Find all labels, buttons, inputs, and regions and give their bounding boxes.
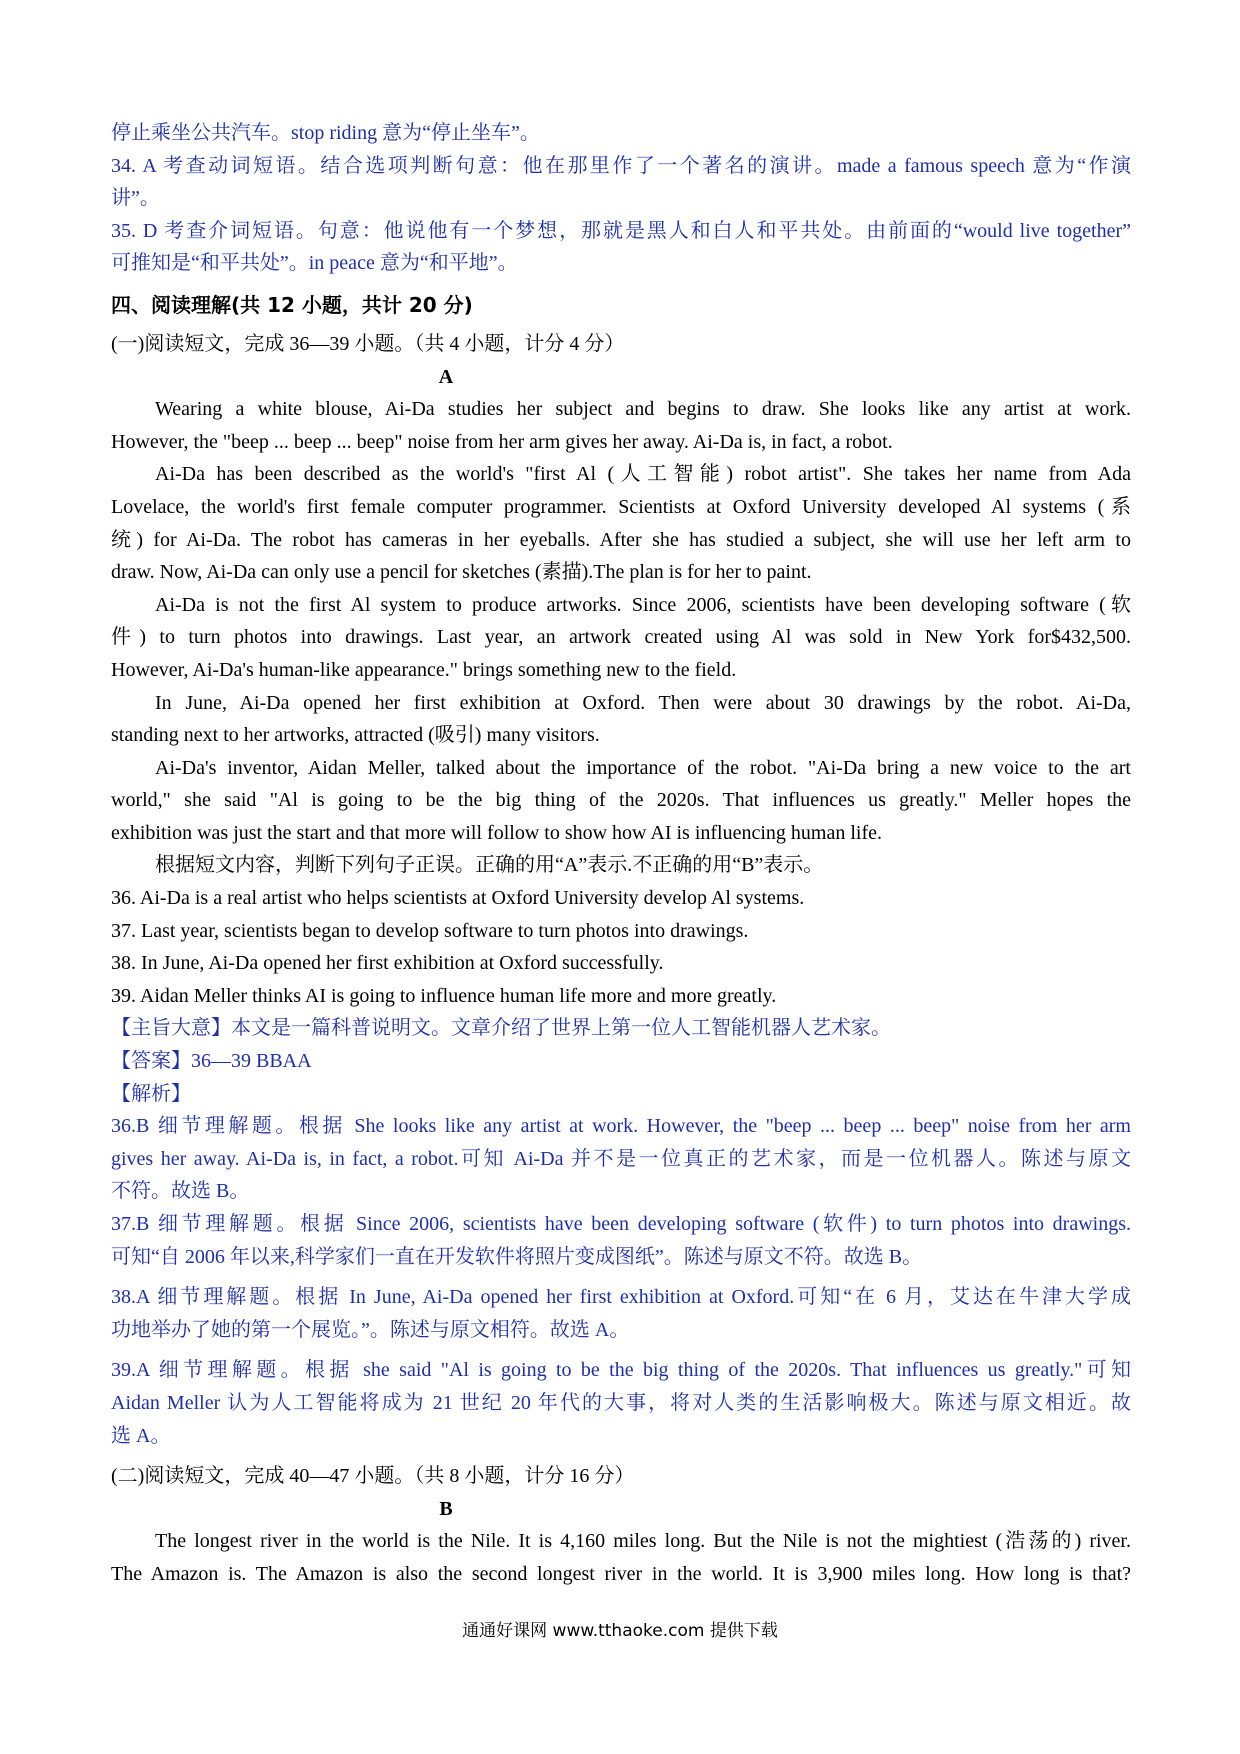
passage-b [111,1525,1131,1590]
question-list [111,882,1131,1012]
analysis-line: 不符。故选 B。 [111,1180,250,1203]
analysis-list [111,1110,1131,1452]
analysis-line: 39.A 细节理解题。根据 she said "Al is going to be the big thing of the 2020s. That influences us greatly."可知 [111,1359,1131,1382]
paragraph [111,752,1131,850]
passage-line: The longest river in the world is the Nile. It is 4,160 miles long. But the Nile is not the mightiest (浩荡的) river. [155,1530,1131,1553]
passage-line: However, Ai-Da's human-like appearance." brings something new to the field. [111,658,737,681]
analysis-38 [111,1281,1131,1346]
paragraph [111,589,1131,687]
part2-instruction: (二)阅读短文，完成 40—47 小题。（共 8 小题，计分 16 分） [111,1465,635,1488]
passage-line: Lovelace, the world's first female computer programmer. Scientists at Oxford University developed Al systems (系 [111,495,1131,518]
paragraph [111,393,1131,458]
passage-line: The Amazon is. The Amazon is also the second longest river in the world. It is 3,900 miles long. How long is that? [111,1562,1131,1585]
analysis-line: 38.A 细节理解题。根据 In June, Ai-Da opened her first exhibition at Oxford.可知“在 6 月，艾达在牛津大学成 [111,1286,1131,1309]
passage-line: However, the "beep ... beep ... beep" noise from her arm gives her away. Ai-Da is, in fact, a robot. [111,430,893,453]
document-page [111,117,1131,1591]
spacer [111,1452,1131,1460]
passage-line: 件) to turn photos into drawings. Last year, an artwork created using Al was sold in New York for$432,500. [111,626,1131,649]
passage-line: Ai-Da is not the first Al system to produce artworks. Since 2006, scientists have been developing software (软 [155,593,1131,616]
spacer [111,1346,1131,1354]
paragraph [111,687,1131,752]
analysis-37 [111,1208,1131,1273]
passage-line: Wearing a white blouse, Ai-Da studies her subject and begins to draw. She looks like any artist at work. [155,398,1131,421]
judge-instruction: 根据短文内容，判断下列句子正误。正确的用“A”表示.不正确的用“B”表示。 [155,854,824,877]
analysis-line: Aidan Meller 认为人工智能将成为 21 世纪 20 年代的大事，将对人类的生活影响极大。陈述与原文相近。故 [111,1391,1131,1414]
analysis-line: gives her away. Ai-Da is, in fact, a robot.可知 Ai-Da 并不是一位真正的艺术家，而是一位机器人。陈述与原文 [111,1147,1131,1170]
passage-line: Ai-Da has been described as the world's "first Al (人工智能) robot artist". She takes her name from Ada [155,463,1131,486]
question-38: 38. In June, Ai-Da opened her first exhibition at Oxford successfully. [111,952,664,975]
passage-letter-a: A [438,365,454,388]
part1-instruction: (一)阅读短文，完成 36—39 小题。（共 4 小题，计分 4 分） [111,332,625,355]
analysis-line: 可知“自 2006 年以来,科学家们一直在开发软件将照片变成图纸”。陈述与原文不符。故选 B。 [111,1245,923,1268]
passage-line: 统) for Ai-Da. The robot has cameras in her eyeballs. After she has studied a subject, she will use her left arm to [111,528,1131,551]
analysis-39 [111,1354,1131,1452]
answer-35-line-2: 可推知是“和平共处”。in peace 意为“和平地”。 [111,252,518,275]
main-idea: 【主旨大意】本文是一篇科普说明文。文章介绍了世界上第一位人工智能机器人艺术家。 [111,1017,891,1040]
question-36: 36. Ai-Da is a real artist who helps scientists at Oxford University develop Al systems. [111,887,805,910]
question-39: 39. Aidan Meller thinks AI is going to influence human life more and more greatly. [111,984,777,1007]
passage-line: world," she said "Al is going to be the big thing of the 2020s. That influences us greatly." Meller hopes the [111,789,1131,812]
passage-line: Ai-Da's inventor, Aidan Meller, talked about the importance of the robot. "Ai-Da bring a new voice to the art [155,756,1131,779]
spacer [111,1273,1131,1281]
previous-answers [111,117,1131,280]
answer-line: 停止乘坐公共汽车。stop riding 意为“停止坐车”。 [111,122,540,144]
analysis-line: 36.B 细节理解题。根据 She looks like any artist at work. However, the "beep ... beep ... beep" noise from her arm [111,1115,1131,1138]
passage-line: draw. Now, Ai-Da can only use a pencil for sketches (素描).The plan is for her to paint. [111,561,812,584]
question-37: 37. Last year, scientists began to develop software to turn photos into drawings. [111,919,749,942]
answer-key: 【答案】36—39 BBAA [111,1050,312,1073]
passage-a [111,393,1131,849]
analysis-line: 选 A。 [111,1424,171,1447]
analysis-36 [111,1110,1131,1208]
passage-line: exhibition was just the start and that more will follow to show how AI is influencing human life. [111,821,882,844]
answer-35-line-1: 35. D 考查介词短语。句意：他说他有一个梦想，那就是黑人和白人和平共处。由前面的“would live together” [111,219,1131,242]
paragraph [111,458,1131,588]
analysis-line: 37.B 细节理解题。根据 Since 2006, scientists have been developing software (软件) to turn photos into drawings. [111,1213,1131,1235]
analysis-line: 功地举办了她的第一个展览。”。陈述与原文相符。故选 A。 [111,1318,630,1341]
answer-34-line-2: 讲”。 [111,187,160,210]
section-heading: 四、阅读理解(共 12 小题，共计 20 分) [111,292,473,317]
page-footer: 通通好课网 www.tthaoke.com 提供下载 [462,1621,778,1641]
passage-letter-b: B [439,1497,453,1520]
analysis-label: 【解析】 [111,1082,191,1105]
passage-line: standing next to her artworks, attracted (吸引) many visitors. [111,724,600,747]
answer-34-line-1: 34. A 考查动词短语。结合选项判断句意：他在那里作了一个著名的演讲。made a famous speech 意为“作演 [111,154,1131,177]
passage-line: In June, Ai-Da opened her first exhibition at Oxford. Then were about 30 drawings by the robot. Ai-Da, [155,691,1131,714]
